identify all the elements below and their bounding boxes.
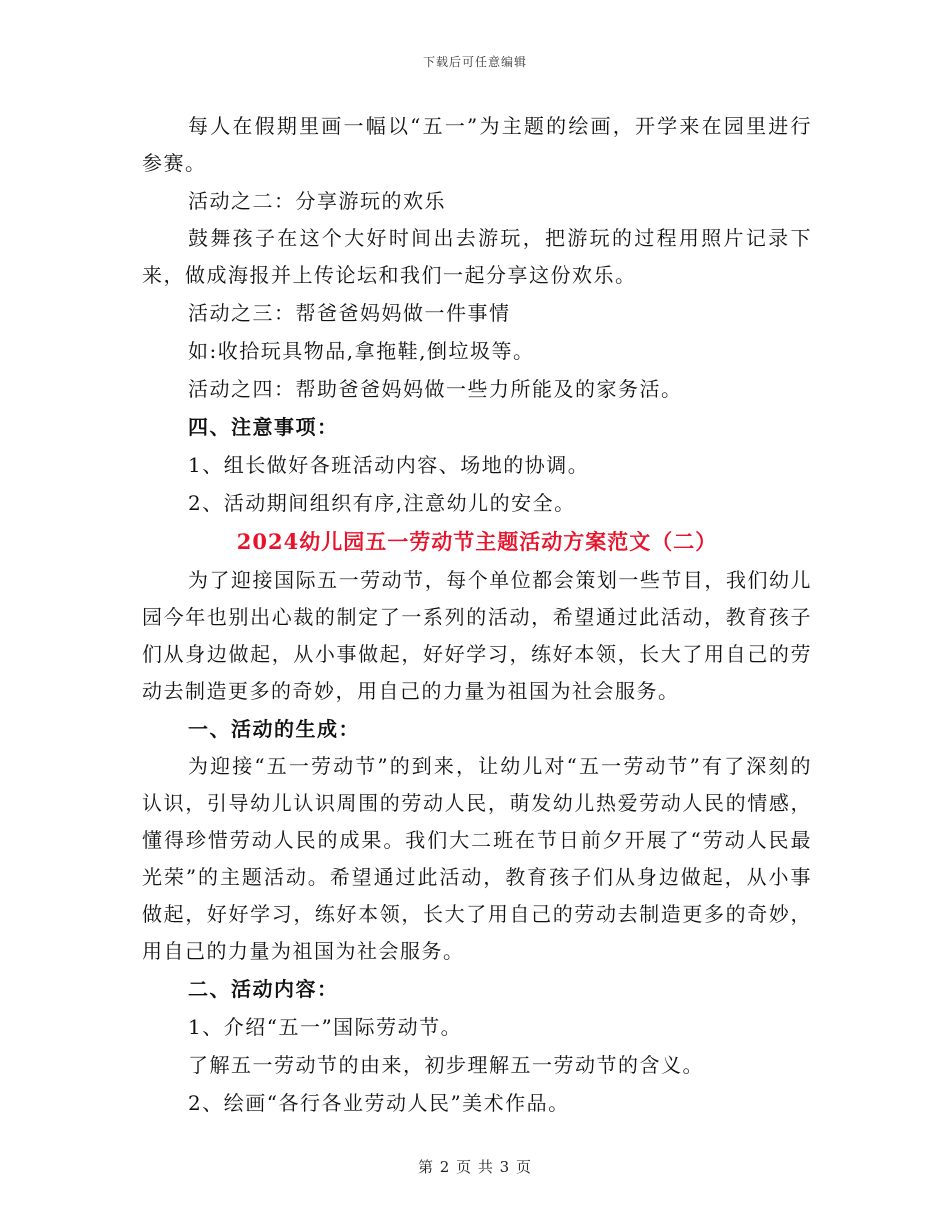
activity-four-heading: 活动之四：帮助爸爸妈妈做一些力所能及的家务活。 [188,377,683,401]
paragraph-intro: 为了迎接国际五一劳动节，每个单位都会策划一些节目，我们幼儿园今年也别出心裁的制定了一系列的活动，希望通过此活动，教育孩子们从身边做起，从小事做起，好好学习，练好本领，长大了用自己的劳动去制造更多的奇妙，用自己的力量为祖国为社会服务。 [142,568,812,703]
paragraph-painting-contest: 每人在假期里画一幅以“五一”为主题的绘画，开学来在园里进行参赛。 [142,114,812,175]
paragraph-origin: 为迎接“五一劳动节”的到来，让幼儿对“五一劳动节”有了深刻的认识，引导幼儿认识周围的劳动人民，萌发幼儿热爱劳动人民的情感，懂得珍惜劳动人民的成果。我们大二班在节日前夕开展了“劳动人民最光荣”的主题活动。希望通过此活动，教育孩子们从身边做起，从小事做起，好好学习，练好本领，长大了用自己的劳动去制造更多的奇妙，用自己的力量为祖国为社会服务。 [142,754,812,963]
paragraph-examples: 如:收拾玩具物品,拿拖鞋,倒垃圾等。 [188,339,535,363]
section-heading-origin: 一、活动的生成： [188,717,360,741]
note-item-2: 2、活动期间组织有序,注意幼儿的安全。 [188,491,576,515]
section-heading-notes: 四、注意事项： [188,415,339,439]
paragraph-share-fun: 鼓舞孩子在这个大好时间出去游玩，把游玩的过程用照片记录下来，做成海报并上传论坛和我们一起分享这份欢乐。 [142,226,812,287]
activity-two-heading: 活动之二：分享游玩的欢乐 [188,189,446,213]
note-item-1: 1、组长做好各班活动内容、场地的协调。 [188,453,590,477]
document-body [142,108,812,1122]
page-number: 第 2 页 共 3 页 [418,1158,532,1176]
document-title: 2024幼儿园五一劳动节主题活动方案范文（二） [236,529,718,554]
page-header: 下载后可任意编辑 [422,55,527,69]
content-item-1: 1、介绍“五一”国际劳动节。 [188,1015,463,1039]
content-item-1-detail: 了解五一劳动节的由来，初步理解五一劳动节的含义。 [188,1053,704,1077]
content-item-2: 2、绘画“各行各业劳动人民”美术作品。 [188,1091,570,1115]
section-heading-content: 二、活动内容： [188,977,339,1001]
activity-three-heading: 活动之三：帮爸爸妈妈做一件事情 [188,301,511,325]
